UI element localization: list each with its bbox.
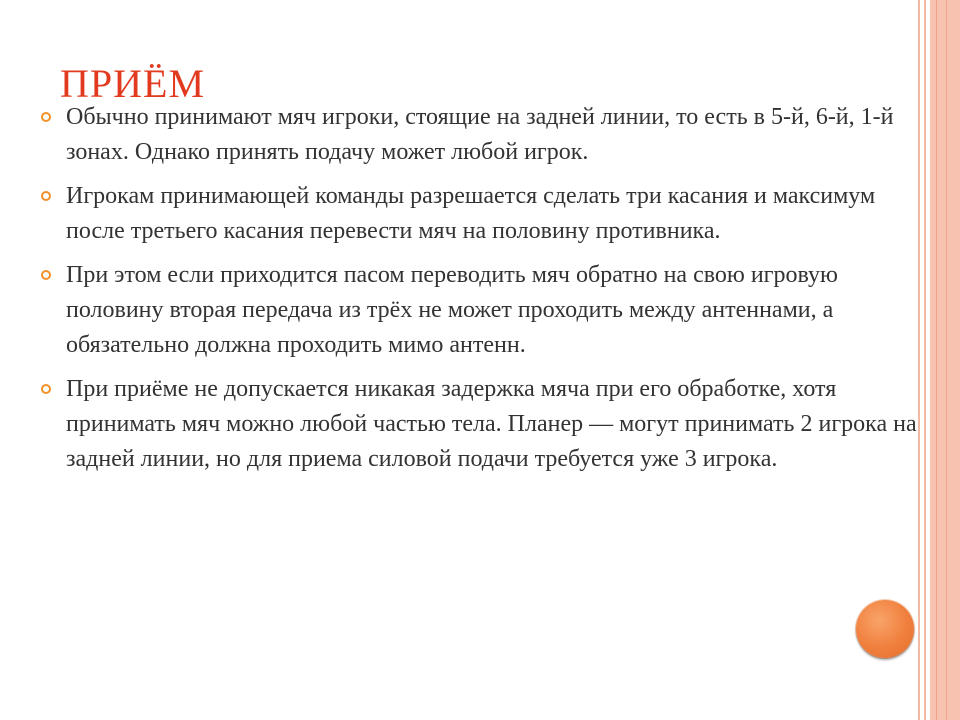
bullet-list: [38, 100, 918, 486]
decorative-circle: [856, 600, 914, 658]
ring-bullet-icon: [41, 270, 51, 280]
slide-title: ПРИЁМ: [60, 61, 206, 106]
decorative-stripe: [924, 0, 926, 720]
bullet-text: При приёме не допускается никакая задержка мяча при его обработке, хотя принимать мяч можно любой частью тела. Планер — могут принимать 2 игрока на задней линии, но для приема силовой подачи требуется уже 3 игрока.: [66, 376, 917, 472]
bullet-item: [38, 258, 918, 363]
ring-bullet-icon: [41, 112, 51, 122]
bullet-text: При этом если приходится пасом переводить мяч обратно на свою игровую половину вторая передача из трёх не может проходить между антеннами, а обязательно должна проходить мимо антенн.: [66, 262, 838, 358]
decorative-stripe: [946, 0, 947, 720]
decorative-stripe: [918, 0, 920, 720]
ring-bullet-icon: [41, 191, 51, 201]
bullet-item: [38, 372, 918, 477]
bullet-text: Обычно принимают мяч игроки, стоящие на задней линии, то есть в 5-й, 6-й, 1-й зонах. Однако принять подачу может любой игрок.: [66, 104, 894, 165]
bullet-item: [38, 100, 918, 170]
bullet-item: [38, 179, 918, 249]
ring-bullet-icon: [41, 384, 51, 394]
decorative-stripe: [936, 0, 937, 720]
bullet-text: Игрокам принимающей команды разрешается сделать три касания и максимум после третьего касания перевести мяч на половину противника.: [66, 183, 876, 244]
decorative-stripe-wide: [930, 0, 960, 720]
